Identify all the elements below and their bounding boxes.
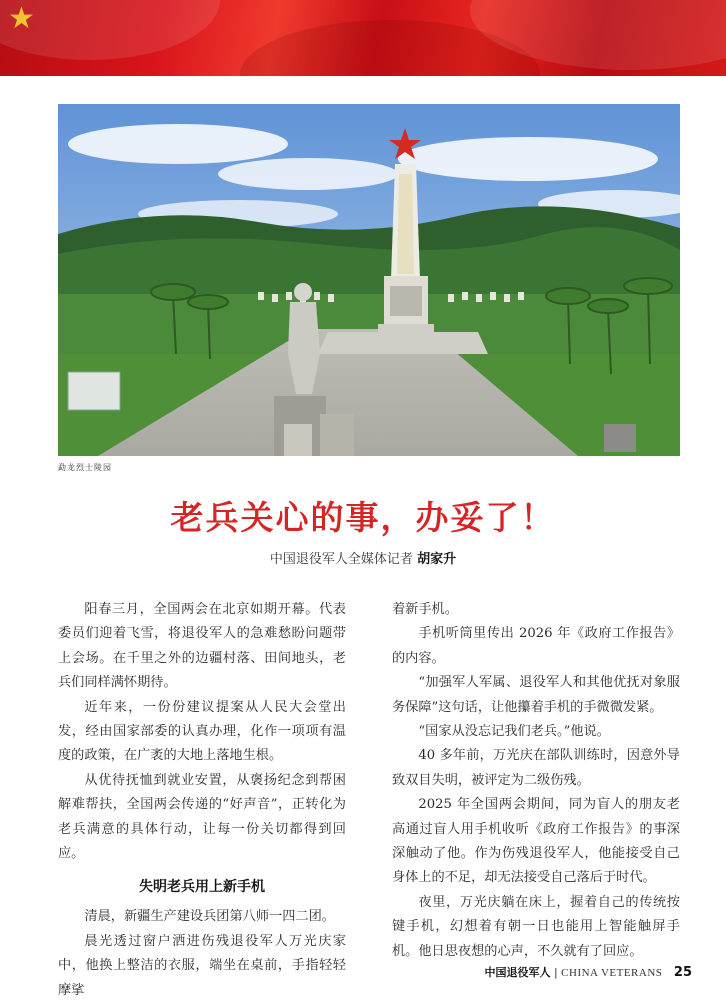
paragraph-continuation: 着新手机。 — [392, 602, 458, 617]
page-footer — [484, 964, 692, 980]
byline-prefix: 中国退役军人全媒体记者 — [269, 552, 413, 567]
paragraph: 40 多年前，万光庆在部队训练时，因意外导致双目失明，被评定为二级伤残。 — [392, 748, 680, 788]
footer-separator: | — [553, 966, 558, 979]
paragraph: 夜里，万光庆躺在床上，握着自己的传统按键手机，幻想着有朝一日也能用上智能触屏手机。他日思夜想的心声，不久就有了回应。 — [392, 894, 680, 959]
paragraph: “加强军人军属、退役军人和其他优抚对象服务保障”这句话，让他攥着手机的手微微发紧。 — [392, 675, 680, 715]
byline — [0, 548, 726, 567]
paragraph: 晨光透过窗户洒进伤残退役军人万光庆家中，他换上整洁的衣服，端坐在桌前，手指轻轻摩挲 — [58, 933, 346, 998]
byline-author: 胡家升 — [417, 552, 457, 567]
paragraph: 2025 年全国两会期间，同为盲人的朋友老高通过盲人用手机收听《政府工作报告》的事深深触动了他。作为伤残退役军人，他能接受自己身体上的不足，却无法接受自己落后于时代。 — [392, 797, 680, 886]
paragraph: 近年来，一份份建议提案从人民大会堂出发，经由国家部委的认真办理，化作一项项有温度的政策，在广袤的大地上落地生根。 — [58, 699, 346, 764]
page-number: 25 — [673, 965, 692, 980]
section-subheading: 失明老兵用上新手机 — [139, 879, 265, 896]
paragraph: 从优待抚恤到就业安置，从褒扬纪念到帮困解难帮扶，全国两会传递的“好声音”，正转化为老兵满意的具体行动，让每一份关切都得到回应。 — [58, 772, 346, 862]
paragraph: “国家从没忘记我们老兵。”他说。 — [418, 724, 610, 740]
article-title: 老兵关心的事，办妥了！ — [170, 498, 556, 537]
paragraph: 清晨，新疆生产建设兵团第八师一四二团。 — [84, 909, 335, 925]
cemetery-photo — [58, 104, 680, 456]
right-column — [392, 598, 680, 964]
footer-english-brand: CHINA VETERANS — [561, 967, 663, 979]
left-column — [58, 598, 346, 1003]
flag-star-icon: ★ — [8, 1, 35, 36]
photo-caption: 勐龙烈士陵园 — [58, 463, 112, 472]
footer-brand: 中国退役军人 — [484, 966, 551, 979]
top-flag-banner — [0, 0, 726, 76]
paragraph: 阳春三月，全国两会在北京如期开幕。代表委员们迎着飞雪，将退役军人的急难愁盼问题带上会场。在千里之外的边疆村落、田间地头，老兵们同样满怀期待。 — [58, 602, 346, 691]
paragraph: 手机听筒里传出 2026 年《政府工作报告》的内容。 — [392, 626, 680, 666]
